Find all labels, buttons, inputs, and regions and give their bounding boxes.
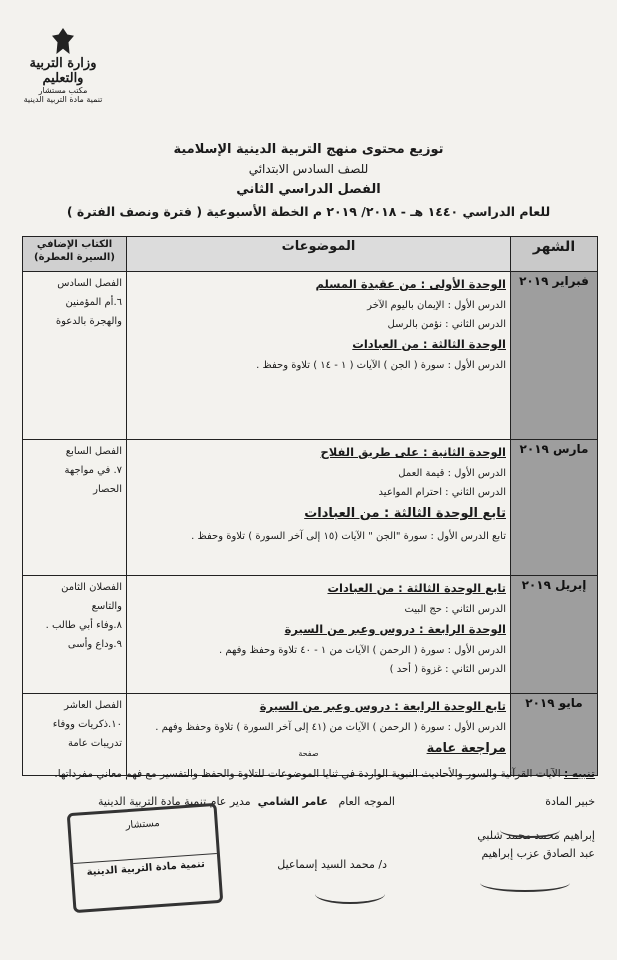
book-cell — [23, 694, 127, 776]
book-cell — [23, 576, 127, 694]
book-line: ١٠.ذكريات ووفاء — [52, 719, 122, 730]
unit-title: الوحدة الرابعة : دروس وعبر من السيرة — [284, 621, 506, 636]
unit-title: تابع الوحدة الثالثة : من العبادات — [304, 505, 506, 521]
lesson-line: الدرس الأول : سورة ( الرحمن ) الآيات من (٤١ إلى آخر السورة ) تلاوة وحفظ وفهم . — [155, 721, 506, 733]
unit-title: الوحدة الثالثة : من العبادات — [352, 336, 506, 351]
topics-cell — [127, 272, 511, 440]
director-title: مدير عام تنمية مادة التربية الدينية — [97, 795, 251, 808]
book-line: والتاسع — [91, 601, 122, 612]
document-title: توزيع محتوى منهج التربية الدينية الإسلامية — [173, 142, 444, 157]
term-title: الفصل الدراسي الثاني — [236, 182, 381, 197]
book-line: الفصل السادس — [57, 278, 122, 289]
book-line: الفصل السابع — [65, 446, 122, 457]
supervisor-name: د/ محمد السيد إسماعيل — [277, 858, 387, 871]
book-line: الحصار — [93, 484, 122, 495]
lesson-line: الدرس الثاني : احترام المواعيد — [378, 486, 506, 498]
ministry-office: مكتب مستشار — [38, 86, 88, 95]
stamp-line1: مستشار — [125, 817, 161, 832]
unit-title: تابع الوحدة الرابعة : دروس وعبر من السيرة — [259, 699, 506, 713]
lesson-line: الدرس الأول : سورة ( الرحمن ) الآيات من ١ - ٤٠ تلاوة وحفظ وفهم . — [219, 644, 506, 656]
expert-label: خبير المادة — [545, 795, 595, 808]
book-header-line2: (السيرة العطرة) — [34, 251, 115, 263]
ministry-department: تنمية مادة التربية الدينية — [23, 95, 103, 104]
book-line: ٧. في مواجهة — [64, 465, 122, 476]
month-cell: مايو ٢٠١٩ — [511, 694, 598, 776]
table-header-row — [23, 237, 598, 272]
note — [21, 768, 595, 780]
topics-cell — [127, 440, 511, 576]
book-line: والهجرة بالدعوة — [55, 316, 122, 327]
table-row — [23, 694, 598, 776]
unit-title: الوحدة الأولى : من عقيدة المسلم — [315, 277, 506, 291]
lesson-line: تابع الدرس الأول : سورة "الجن " الآيات (١٥ إلى آخر السورة ) تلاوة وحفظ . — [191, 530, 506, 542]
book-header-line1: الكتاب الإضافي — [36, 239, 113, 250]
director-block — [98, 795, 395, 808]
ministry-logo — [23, 28, 103, 104]
page-label: صفحة — [298, 749, 319, 758]
table-row — [23, 440, 598, 576]
year-title: للعام الدراسي ١٤٤٠ هـ - ٢٠١٨/ ٢٠١٩ م الخطة الأسبوعية ( فترة ونصف الفترة ) — [66, 204, 551, 219]
note-text: الآيات القرآنية والسور والأحاديث النبوية الواردة في ثنايا الموضوعات للتلاوة والحفظ والتفسير مع فهم معاني مفرداتها. — [54, 768, 561, 780]
month-cell: فبراير ٢٠١٩ — [511, 272, 598, 440]
grade-title: للصف السادس الابتدائي — [248, 162, 369, 176]
topics-header: الموضوعات — [127, 237, 511, 272]
book-line: ٨.وفاء أبي طالب . — [45, 620, 122, 631]
book-header — [23, 237, 127, 272]
signature-scribble — [480, 874, 570, 892]
lesson-line: الدرس الثاني : نؤمن بالرسل — [387, 318, 506, 330]
book-cell — [23, 440, 127, 576]
book-cell — [23, 272, 127, 440]
ministry-name: وزارة التربية والتعليم — [29, 56, 97, 86]
signature-scribble — [500, 822, 560, 838]
book-line: تدريبات عامة — [67, 738, 122, 749]
month-header: الشهر — [511, 237, 598, 272]
lesson-line: الدرس الثاني : غزوة ( أحد ) — [389, 663, 506, 675]
signature-scribble — [315, 884, 385, 904]
table-row — [23, 576, 598, 694]
eagle-emblem-icon — [52, 28, 74, 54]
lesson-line: الدرس الأول : الإيمان باليوم الآخر — [367, 299, 506, 311]
review-line: مراجعة عامة — [426, 740, 506, 756]
official-stamp — [67, 803, 224, 913]
expert-name: عبد الصادق عزب إبراهيم — [481, 846, 595, 860]
book-line: الفصل العاشر — [64, 700, 122, 711]
book-line: ٩.وداع وأسى — [67, 639, 122, 650]
stamp-line2: تنمية مادة التربية الدينية — [73, 853, 218, 879]
note-label: تنبيه : — [563, 768, 595, 780]
lesson-line: الدرس الأول : قيمة العمل — [398, 467, 506, 479]
topics-cell — [127, 576, 511, 694]
book-line: الفصلان الثامن — [61, 582, 122, 593]
month-cell: إبريل ٢٠١٩ — [511, 576, 598, 694]
unit-title: تابع الوحدة الثالثة : من العبادات — [327, 581, 506, 595]
curriculum-table — [22, 236, 598, 776]
month-cell: مارس ٢٠١٩ — [511, 440, 598, 576]
topics-cell — [127, 694, 511, 776]
table-row — [23, 272, 598, 440]
lesson-line: الدرس الأول : سورة ( الجن ) الآيات ( ١ - ١٤ ) تلاوة وحفظ . — [256, 359, 506, 371]
lesson-line: الدرس الثاني : حج البيت — [404, 603, 506, 615]
expert-name: إبراهيم محمد محمد شلبي — [477, 829, 595, 842]
director-name: عامر الشامي — [257, 795, 328, 808]
director-label: الموجه العام — [338, 795, 395, 808]
unit-title: الوحدة الثانية : على طريق الفلاح — [320, 445, 506, 459]
book-line: ٦.أم المؤمنين — [65, 297, 122, 308]
